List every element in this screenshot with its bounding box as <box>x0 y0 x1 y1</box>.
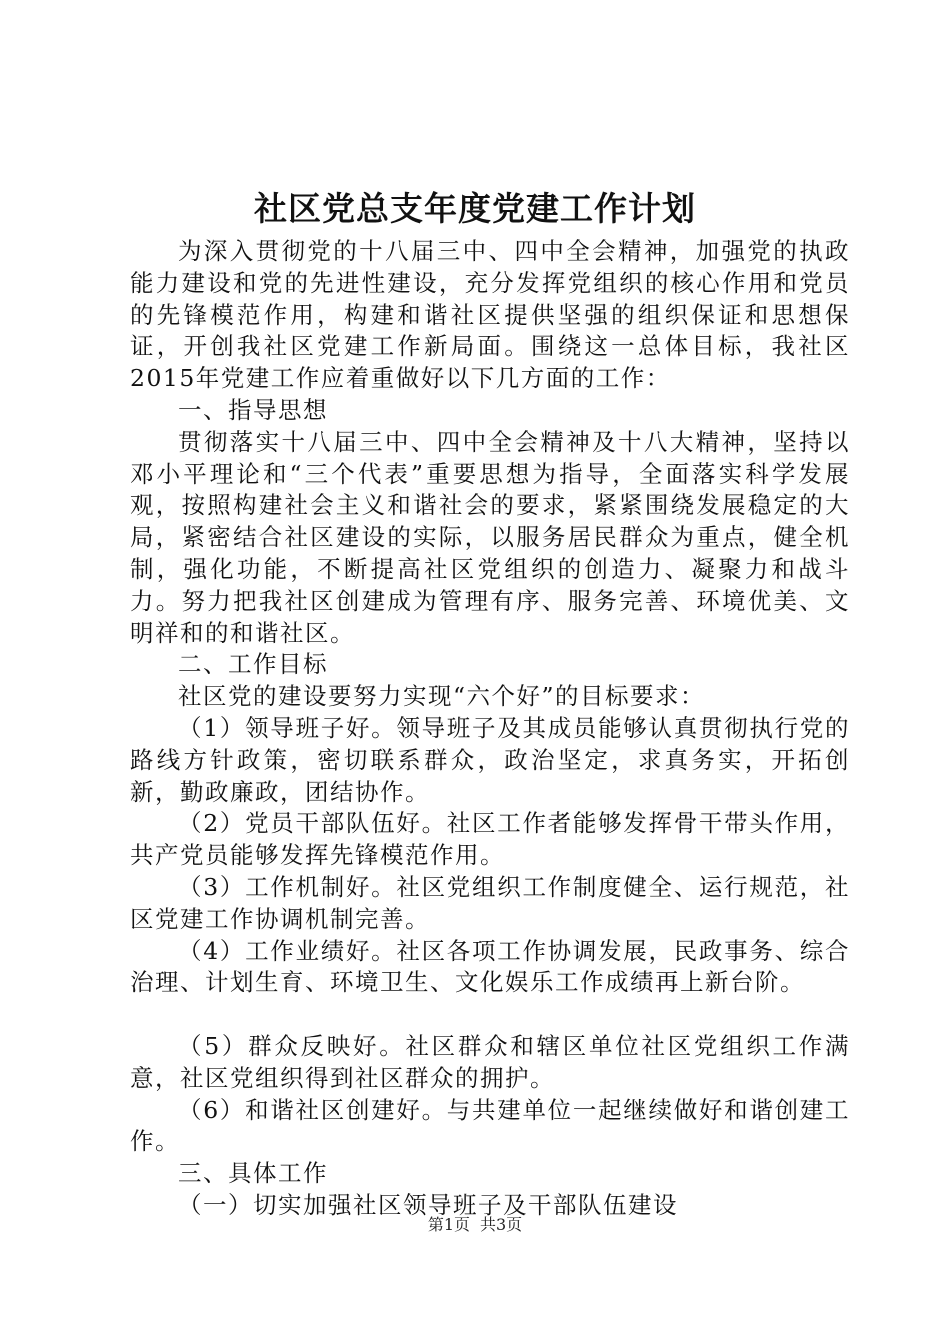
goal-item-3: （3）工作机制好。社区党组织工作制度健全、运行规范，社区党建工作协调机制完善。 <box>130 872 850 933</box>
section-heading-specific-work: 三、具体工作 <box>178 1159 328 1188</box>
page-number: 第1页 <box>427 1215 470 1234</box>
page-footer <box>0 1214 950 1236</box>
goal-item-6: （6）和谐社区创建好。与共建单位一起继续做好和谐创建工作。 <box>130 1095 850 1156</box>
page-total: 共3页 <box>480 1215 523 1234</box>
intro-paragraph: 为深入贯彻党的十八届三中、四中全会精神，加强党的执政能力建设和党的先进性建设，充分发挥党组织的核心作用和党员的先锋模范作用，构建和谐社区提供坚强的组织保证和思想保证，开创我社区党建工作新局面。围绕这一总体目标，我社区2015年党建工作应着重做好以下几方面的工作： <box>130 237 850 393</box>
document-title: 社区党总支年度党建工作计划 <box>254 189 696 228</box>
blank-line <box>130 999 850 1031</box>
document-body <box>130 236 850 1222</box>
goal-item-1: （1）领导班子好。领导班子及其成员能够认真贯彻执行党的路线方针政策，密切联系群众，政治坚定，求真务实，开拓创新，勤政廉政，团结协作。 <box>130 713 850 806</box>
work-goals-intro: 社区党的建设要努力实现“六个好”的目标要求： <box>178 682 706 711</box>
goal-item-4: （4）工作业绩好。社区各项工作协调发展，民政事务、综合治理、计划生育、环境卫生、文化娱乐工作成绩再上新台阶。 <box>130 936 850 997</box>
section-heading-work-goals: 二、工作目标 <box>178 650 328 679</box>
guiding-ideology-paragraph: 贯彻落实十八届三中、四中全会精神及十八大精神，坚持以邓小平理论和“三个代表”重要思想为指导，全面落实科学发展观，按照构建社会主义和谐社会的要求，紧紧围绕发展稳定的大局，紧密结合社区建设的实际，以服务居民群众为重点，健全机制，强化功能，不断提高社区党组织的创造力、凝聚力和战斗力。努力把我社区创建成为管理有序、服务完善、环境优美、文明祥和的和谐社区。 <box>130 427 850 647</box>
goal-item-2: （2）党员干部队伍好。社区工作者能够发挥骨干带头作用，共产党员能够发挥先锋模范作用。 <box>130 809 850 870</box>
goal-item-5: （5）群众反映好。社区群众和辖区单位社区党组织工作满意，社区党组织得到社区群众的拥护。 <box>130 1031 850 1092</box>
subsection-heading-1: （一）切实加强社区领导班子及干部队伍建设 <box>178 1190 678 1219</box>
section-heading-guiding-ideology: 一、指导思想 <box>178 395 328 424</box>
